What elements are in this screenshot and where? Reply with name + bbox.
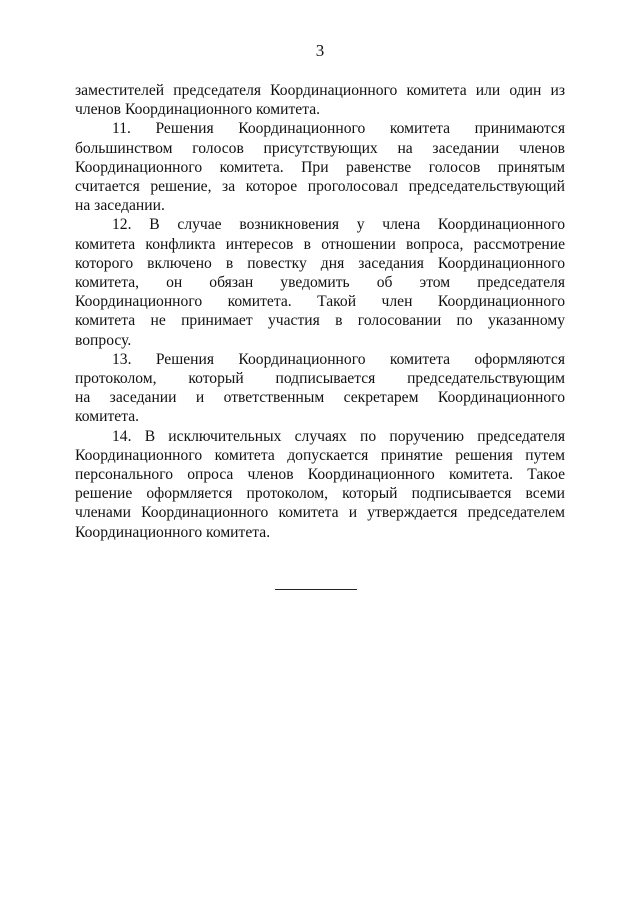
text-line: считается решение, за которое проголосовал председательствующий [75, 178, 565, 196]
paragraph-11 [75, 119, 565, 215]
text-line: которого включено в повестку дня заседания Координационного [75, 254, 565, 272]
text-line: 12. В случае возникновения у члена Координационного [112, 216, 565, 234]
end-separator-line [275, 589, 357, 590]
text-line: 11. Решения Координационного комитета принимаются [112, 120, 565, 138]
text-line: протоколом, который подписывается председательствующим [75, 370, 565, 388]
text-line: комитета конфликта интересов в отношении вопроса, рассмотрение [75, 235, 565, 253]
text-line: 13. Решения Координационного комитета оформляются [112, 350, 565, 368]
paragraph-continuation [75, 81, 565, 119]
paragraph-12 [75, 215, 565, 349]
text-line: на заседании. [75, 197, 165, 215]
text-line: членов Координационного комитета. [75, 101, 321, 119]
text-line: членами Координационного комитета и утверждается председателем [75, 504, 565, 522]
text-line: на заседании и ответственным секретарем Координационного [75, 389, 565, 407]
text-line: 14. В исключительных случаях по поручению председателя [112, 427, 565, 445]
text-line: Координационного комитета. При равенстве голосов принятым [75, 158, 565, 176]
document-body [75, 81, 565, 542]
paragraph-14 [75, 427, 565, 542]
text-line: вопросу. [75, 331, 132, 349]
text-line: Координационного комитета допускается принятие решения путем [75, 446, 565, 464]
text-line: большинством голосов присутствующих на заседании членов [75, 139, 565, 157]
page-number: 3 [315, 41, 325, 60]
text-line: заместителей председателя Координационного комитета или один из [75, 82, 565, 99]
text-line: комитета. [75, 408, 140, 426]
text-line: персонального опроса членов Координационного комитета. Такое [75, 466, 565, 484]
text-line: комитета не принимает участия в голосовании по указанному [75, 312, 565, 330]
text-line: комитета, он обязан уведомить об этом председателя [75, 274, 565, 292]
text-line: решение оформляется протоколом, который подписывается всеми [75, 485, 565, 503]
paragraph-13 [75, 350, 565, 427]
text-line: Координационного комитета. Такой член Координационного [75, 293, 565, 311]
text-line: Координационного комитета. [75, 523, 271, 541]
